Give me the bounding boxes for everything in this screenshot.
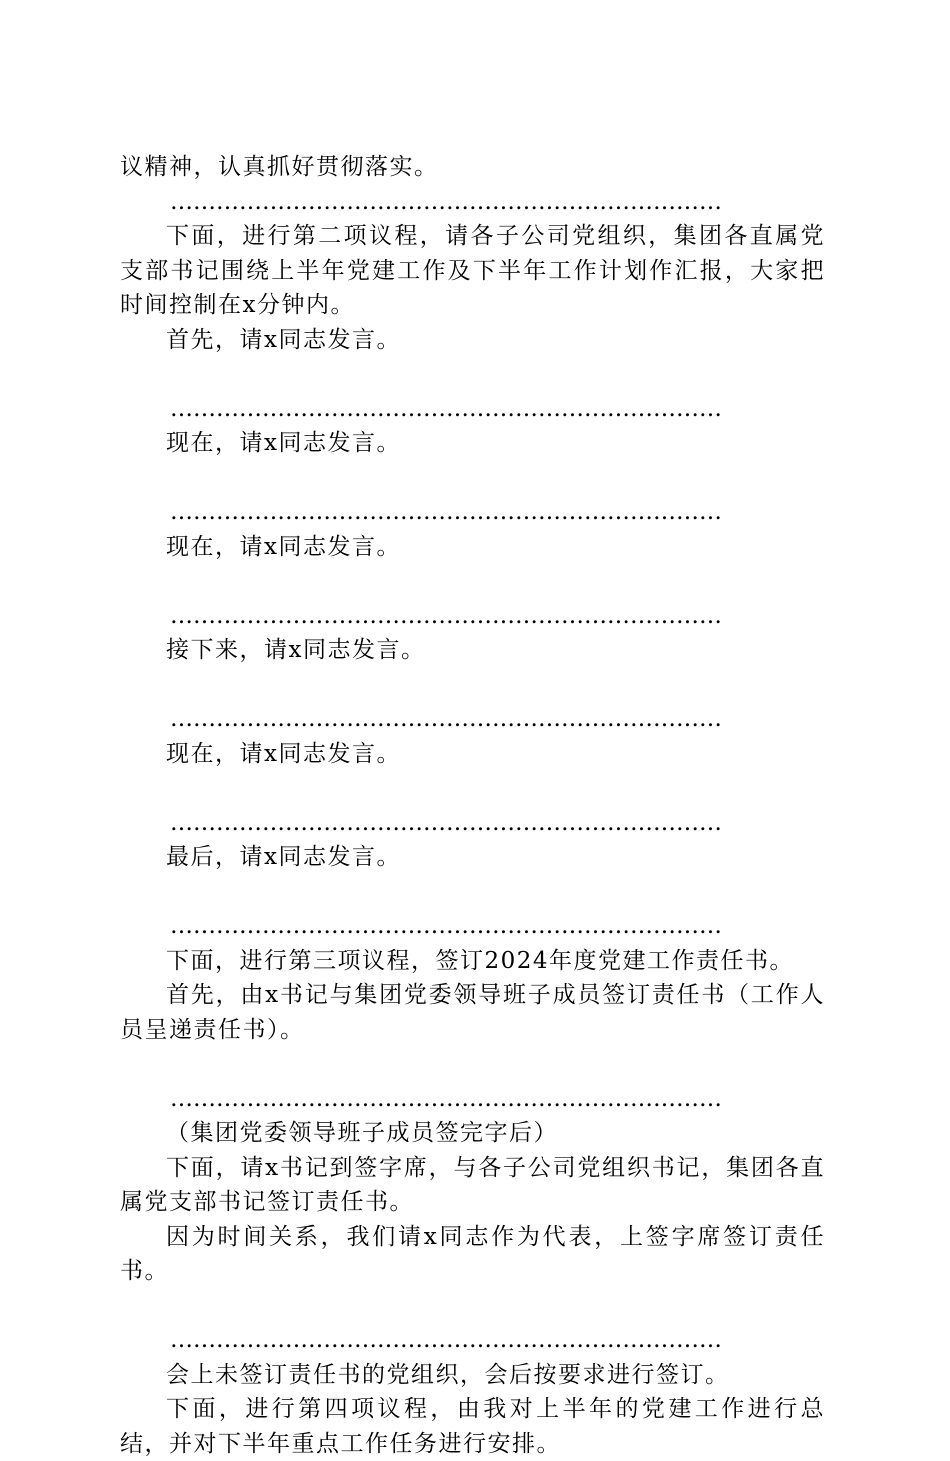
paragraph-signing-secretaries: 下面，请x书记到签字席，与各子公司党组织书记，集团各直属党支部书记签订责任书。	[120, 1154, 825, 1215]
paragraph-continuation: 议精神，认真抓好贯彻落实。	[120, 154, 439, 180]
paragraph-speaker: 接下来，请x同志发言。	[166, 637, 426, 663]
ellipsis-line: ………………………………………………………………	[170, 1327, 722, 1353]
paragraph-agenda-four: 下面，进行第四项议程，由我对上半年的党建工作进行总结，并对下半年重点工作任务进行安排。	[120, 1396, 825, 1457]
paragraph-unsigned-note: 会上未签订责任书的党组织，会后按要求进行签订。	[166, 1361, 730, 1388]
ellipsis-line: ………………………………………………………………	[170, 809, 722, 836]
paragraph-speaker: 现在，请x同志发言。	[166, 430, 401, 456]
document-body	[120, 150, 825, 1461]
paragraph-signing-first: 首先，由x书记与集团党委领导班子成员签订责任书（工作人员呈递责任书）。	[120, 982, 825, 1043]
paragraph-stage-note: （集团党委领导班子成员签完字后）	[166, 1120, 558, 1146]
ellipsis-line: ………………………………………………………………	[170, 188, 722, 215]
ellipsis-line: ………………………………………………………………	[170, 602, 722, 629]
paragraph-agenda-two: 下面，进行第二项议程，请各子公司党组织，集团各直属党支部书记围绕上半年党建工作及下半年工作计划作汇报，大家把时间控制在x分钟内。	[120, 223, 825, 318]
paragraph-last-speaker: 最后，请x同志发言。	[166, 844, 401, 870]
paragraph-speaker: 现在，请x同志发言。	[166, 533, 401, 560]
paragraph-signing-representative: 因为时间关系，我们请x同志作为代表，上签字席签订责任书。	[120, 1223, 825, 1284]
paragraph-agenda-three: 下面，进行第三项议程，签订2024年度党建工作责任书。	[166, 947, 795, 974]
ellipsis-line: ………………………………………………………………	[170, 1085, 722, 1112]
ellipsis-line: ………………………………………………………………	[170, 706, 722, 732]
ellipsis-line: ………………………………………………………………	[170, 499, 722, 525]
ellipsis-line: ………………………………………………………………	[170, 913, 722, 939]
paragraph-first-speaker: 首先，请x同志发言。	[166, 326, 401, 353]
paragraph-speaker: 现在，请x同志发言。	[166, 740, 401, 767]
ellipsis-line: ………………………………………………………………	[170, 395, 722, 422]
